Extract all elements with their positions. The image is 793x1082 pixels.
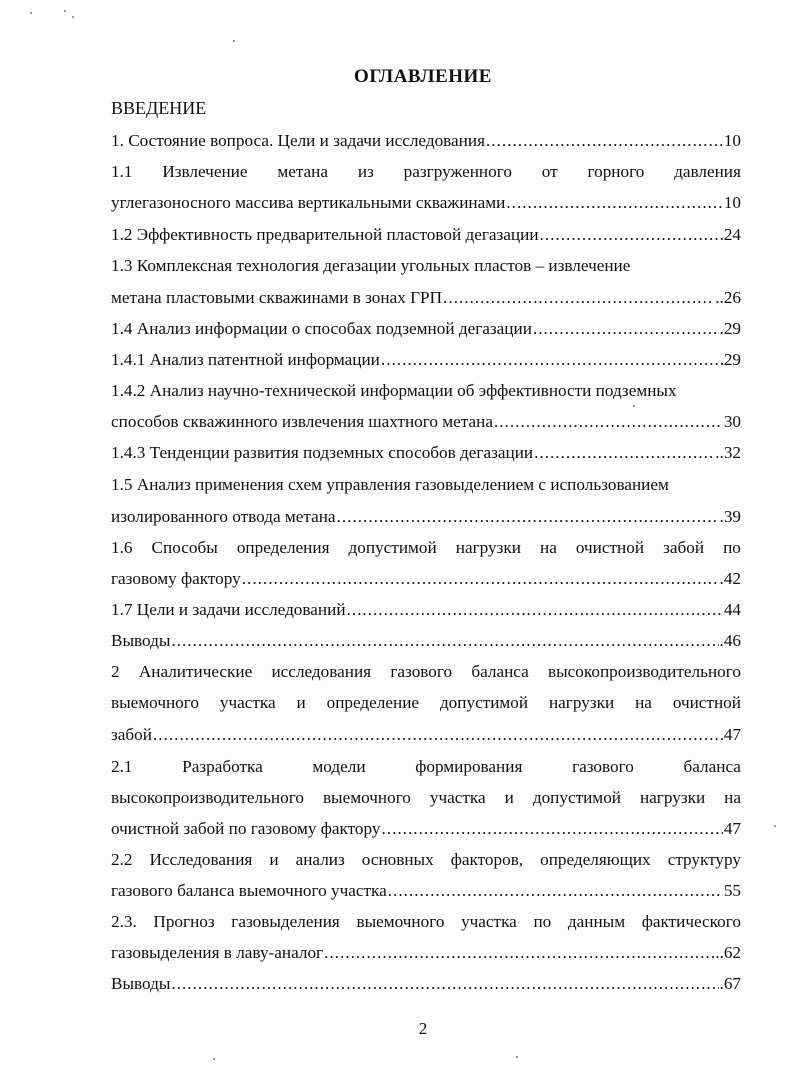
dot-leader [388, 880, 723, 902]
toc-word: забой [663, 538, 705, 557]
toc-page-number: 24 [723, 225, 741, 244]
toc-word: фактического [641, 912, 741, 931]
toc-word: на [635, 693, 652, 712]
toc-word: определяющих [540, 850, 651, 869]
toc-word: 2.1 [111, 757, 133, 776]
toc-entry-text: способов скважинного извлечения шахтного метана [111, 412, 493, 431]
toc-word: Аналитические [138, 662, 253, 681]
toc-entry-text: 1.2 Эффективность предварительной пластовой дегазации [111, 225, 539, 244]
toc-entry [111, 880, 741, 902]
dot-leader [486, 130, 723, 152]
toc-word: Прогноз [153, 912, 215, 931]
dot-leader [171, 973, 718, 995]
toc-word: метана [277, 162, 328, 181]
page-title: ОГЛАВЛЕНИЕ [354, 66, 492, 87]
toc-page-number: 44 [723, 600, 741, 619]
toc-word: баланса [471, 662, 529, 681]
toc-entry [111, 849, 741, 871]
toc-word: исследования [271, 662, 372, 681]
scan-speck [633, 405, 635, 407]
toc-word: Извлечение [162, 162, 248, 181]
toc-entry [111, 818, 741, 840]
toc-word: газового [390, 662, 453, 681]
toc-entry [111, 724, 741, 746]
dot-leader [494, 411, 723, 433]
dot-leader [381, 818, 722, 840]
dot-leader [171, 630, 718, 652]
toc-entry [111, 692, 741, 714]
dot-leader [242, 568, 719, 590]
toc-word: баланса [683, 757, 741, 776]
toc-page-number: ..26 [715, 288, 741, 307]
toc-word: разгруженного [403, 162, 512, 181]
toc-entry-text: Выводы [111, 974, 171, 993]
toc-word: газового [572, 757, 634, 776]
dot-leader [337, 506, 719, 528]
toc-word: нагрузки [455, 538, 521, 557]
toc-word: по [723, 538, 741, 557]
toc-page-number: .67 [719, 974, 741, 993]
toc-word: на [724, 788, 741, 807]
dot-leader [506, 192, 722, 214]
toc-page-number: ..62 [715, 943, 741, 962]
toc-page-number: .46 [719, 631, 741, 650]
toc-word: высокопроизводительного [548, 662, 741, 681]
toc-word: модели [312, 757, 366, 776]
toc-entry [111, 130, 741, 152]
toc-page-number: 10 [723, 193, 741, 212]
toc-word: нагрузки [639, 788, 706, 807]
toc-word: Разработка [182, 757, 263, 776]
toc-word: определение [326, 693, 420, 712]
dot-leader [347, 599, 723, 621]
toc-page-number: 47 [723, 725, 741, 744]
toc-word: очистной [575, 538, 645, 557]
toc-entry-text: газовому фактору [111, 569, 241, 588]
toc-word: по [533, 912, 552, 931]
toc-page-number: 55 [723, 881, 741, 900]
toc-entry [111, 349, 741, 371]
toc-entry [111, 506, 741, 528]
toc-entry-text: Выводы [111, 631, 171, 650]
toc-intro: ВВЕДЕНИЕ [111, 98, 207, 118]
toc-word: основных [361, 850, 434, 869]
toc-word: 2.3. [111, 912, 137, 931]
toc-entry [111, 787, 741, 809]
toc-word: допустимой [348, 538, 437, 557]
toc-entry-text: 1.7 Цели и задачи исследований [111, 600, 346, 619]
toc-page-number: .42 [719, 569, 741, 588]
toc-word: горного [587, 162, 645, 181]
toc-entry-text: очистной забой по газовому фактору [111, 819, 381, 838]
toc-entry [111, 661, 741, 683]
toc-entry [111, 255, 741, 277]
toc-word: анализ [295, 850, 345, 869]
page-number: 2 [418, 1019, 428, 1038]
scan-speck [516, 1056, 518, 1058]
toc-entry [111, 411, 741, 433]
toc-word: высокопроизводительного [111, 788, 304, 807]
toc-entry [111, 380, 741, 402]
toc-entry-text: метана пластовыми скважинами в зонах ГРП [111, 288, 443, 307]
toc-word: участка [461, 912, 517, 931]
toc-word: выемочного [111, 693, 199, 712]
toc-word: 2 [111, 662, 120, 681]
dot-leader [533, 318, 719, 340]
toc-word: 1.6 [111, 538, 133, 557]
toc-word: допустимой [439, 693, 529, 712]
toc-word: 2.2 [111, 850, 133, 869]
toc-entry [111, 287, 741, 309]
toc-word: факторов, [450, 850, 524, 869]
dot-leader [153, 724, 723, 746]
toc-entry [111, 568, 741, 590]
toc-entry-text: 1. Состояние вопроса. Цели и задачи исследования [111, 131, 485, 150]
toc-entry [111, 442, 741, 464]
toc-word: структуру [667, 850, 741, 869]
toc-entry [111, 192, 741, 214]
toc-entry-text: 1.4 Анализ информации о способах подземной дегазации [111, 319, 532, 338]
toc-word: и [504, 788, 514, 807]
scan-speck [213, 1058, 215, 1060]
toc-word: на [540, 538, 557, 557]
toc-page-number: .39 [719, 507, 741, 526]
toc-entry [111, 942, 741, 964]
dot-leader [324, 942, 714, 964]
toc-entry [111, 973, 741, 995]
toc-entry [111, 537, 741, 559]
dot-leader [381, 349, 723, 371]
toc-entry-text: 1.4.3 Тенденции развития подземных способов дегазации [111, 443, 534, 462]
toc-entry-text: 1.5 Анализ применения схем управления газовыделением с использованием [111, 475, 669, 494]
toc-page-number: 47 [723, 819, 741, 838]
toc-word: и [269, 850, 279, 869]
toc-page-number: .29 [719, 319, 741, 338]
toc-word: Способы [151, 538, 218, 557]
toc-entry-text: изолированного отвода метана [111, 507, 336, 526]
toc-word: участка [429, 788, 486, 807]
toc-entry [111, 161, 741, 183]
toc-page-number: ..32 [715, 443, 741, 462]
toc-word: нагрузки [548, 693, 615, 712]
toc-page-number: 29 [723, 350, 741, 369]
toc-entry [111, 911, 741, 933]
toc-entry-text: 1.4.1 Анализ патентной информации [111, 350, 380, 369]
toc-entry-text: газового баланса выемочного участка [111, 881, 387, 900]
dot-leader [443, 287, 714, 309]
dot-leader [540, 224, 723, 246]
toc-entry [111, 630, 741, 652]
toc-entry [111, 599, 741, 621]
dot-leader [534, 442, 714, 464]
toc-word: выемочного [322, 788, 411, 807]
toc-word: газовыделения [231, 912, 340, 931]
toc-entry-text: газовыделения в лаву-аналог [111, 943, 324, 962]
toc-entry [111, 756, 741, 778]
toc-entry [111, 474, 741, 496]
toc-entry-text: углегазоносного массива вертикальными скважинами [111, 193, 506, 212]
scan-speck [30, 12, 32, 14]
toc-entry-text: 1.3 Комплексная технология дегазации угольных пластов – извлечение [111, 256, 631, 275]
toc-word: формирования [415, 757, 523, 776]
toc-word: очистной [672, 693, 741, 712]
toc-entry [111, 224, 741, 246]
toc-page-number: 30 [723, 412, 741, 431]
toc-entry-text: 1.4.2 Анализ научно-технической информации об эффективности подземных [111, 381, 677, 400]
scan-speck [72, 16, 74, 18]
toc-word: 1.1 [111, 162, 133, 181]
toc-word: допустимой [532, 788, 621, 807]
toc-word: из [357, 162, 374, 181]
toc-word: данным [567, 912, 626, 931]
toc-entry-text: забой [111, 725, 152, 744]
toc-entry [111, 318, 741, 340]
scan-speck [64, 10, 66, 12]
toc-word: Исследования [149, 850, 253, 869]
scan-speck [774, 825, 776, 827]
toc-page-number: 10 [723, 131, 741, 150]
scan-speck [233, 40, 235, 42]
toc-word: определения [236, 538, 330, 557]
toc-word: и [296, 693, 306, 712]
toc-word: выемочного [356, 912, 445, 931]
toc-word: участка [219, 693, 276, 712]
toc-word: от [541, 162, 558, 181]
toc-word: давления [674, 162, 741, 181]
